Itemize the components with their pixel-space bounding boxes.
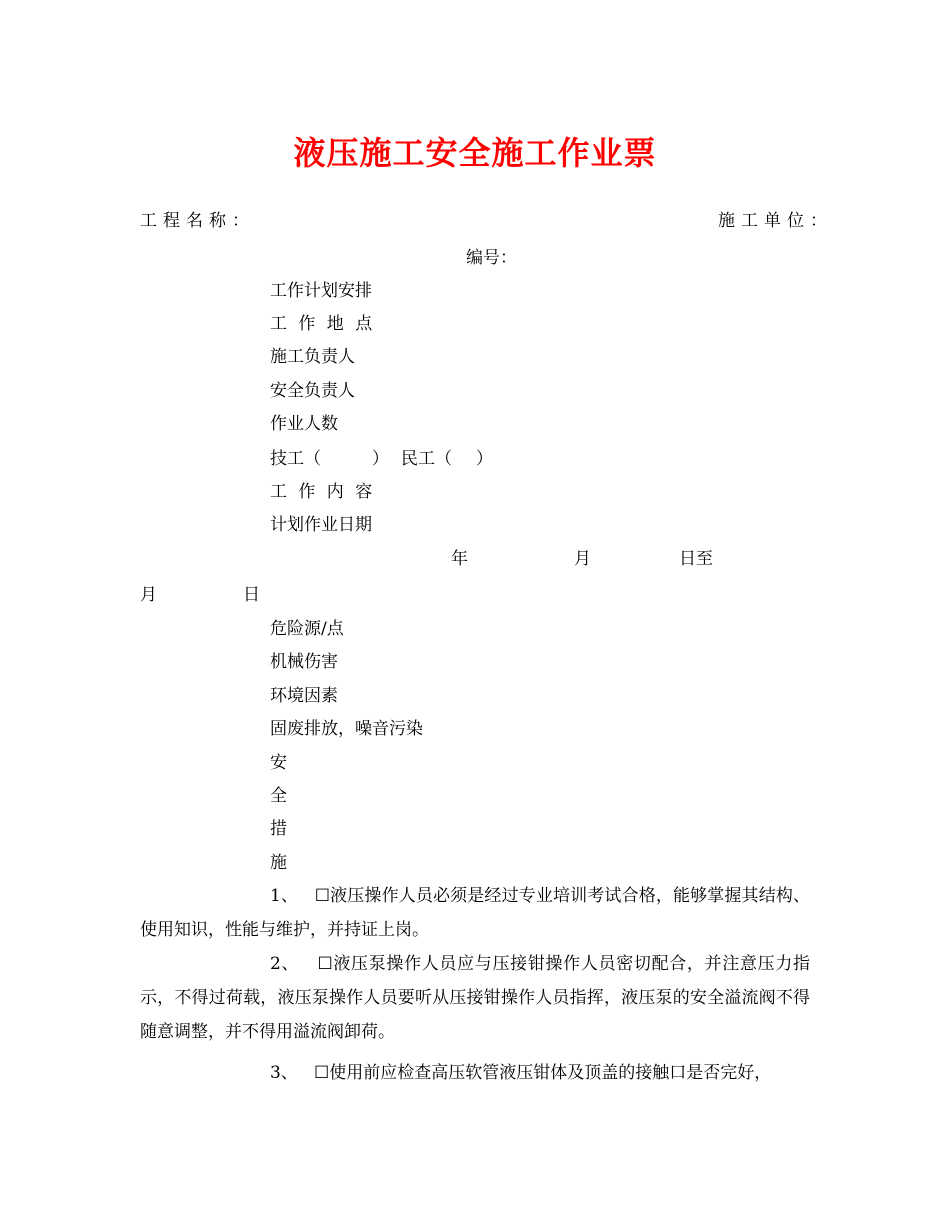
environment-label: 环境因素: [270, 686, 338, 706]
date-end-day: 日: [243, 585, 260, 605]
skilled-worker-close: ）: [372, 449, 389, 469]
worker-count-label: 作业人数: [270, 414, 338, 434]
measure-number: 3、: [270, 1063, 298, 1083]
work-content-label: 工 作 内 容: [270, 482, 376, 502]
checkbox-icon[interactable]: ☐: [317, 954, 333, 974]
measure-text: 使用前应检查高压软管液压钳体及顶盖的接触口是否完好，: [329, 1063, 772, 1083]
document-title: 液压施工安全施工作业票: [293, 134, 657, 172]
checkbox-icon[interactable]: ☐: [314, 886, 330, 906]
planned-date-label: 计划作业日期: [270, 515, 372, 535]
measure-number: 1、: [270, 886, 299, 906]
date-year: 年: [451, 549, 468, 569]
safety-char-3: 措: [270, 819, 287, 839]
safety-measure-2: [140, 947, 810, 1049]
measure-text: 液压泵操作人员应与压接钳操作人员密切配合，并注意压力指示，不得过荷载，液压泵操作人员要听从压接钳操作人员指挥，液压泵的安全溢流阀不得随意调整，并不得用溢流阀卸荷。: [140, 954, 810, 1042]
safety-measure-1: [140, 879, 810, 947]
work-plan-label: 工作计划安排: [270, 281, 372, 301]
work-location-label: 工 作 地 点: [270, 314, 376, 334]
measure-text: 液压操作人员必须是经过专业培训考试合格，能够掌握其结构、使用知识，性能与维护，并持证上岗。: [140, 886, 810, 940]
safety-measure-3: [140, 1056, 810, 1090]
date-day-to: 日至: [679, 549, 713, 569]
ticket-number-label: 编号：: [466, 248, 517, 268]
project-name-label: 工程名称：: [140, 211, 255, 231]
safety-char-4: 施: [270, 853, 287, 873]
safety-char-1: 安: [270, 753, 287, 773]
date-month: 月: [574, 549, 591, 569]
laborer-close: ）: [476, 449, 493, 469]
environment-items: 固废排放，噪音污染: [270, 719, 423, 739]
checkbox-icon[interactable]: ☐: [314, 1063, 330, 1083]
hazard-label: 危险源/点: [270, 619, 344, 639]
safety-char-2: 全: [270, 786, 287, 806]
laborer-label: 民工（: [401, 449, 452, 469]
safety-lead-label: 安全负责人: [270, 381, 355, 401]
measure-number: 2、: [270, 954, 300, 974]
construction-unit-label: 施工单位：: [718, 211, 833, 231]
date-end-month: 月: [140, 585, 157, 605]
skilled-worker-label: 技工（: [270, 449, 321, 469]
construction-lead-label: 施工负责人: [270, 347, 355, 367]
hazard-mechanical: 机械伤害: [270, 652, 338, 672]
